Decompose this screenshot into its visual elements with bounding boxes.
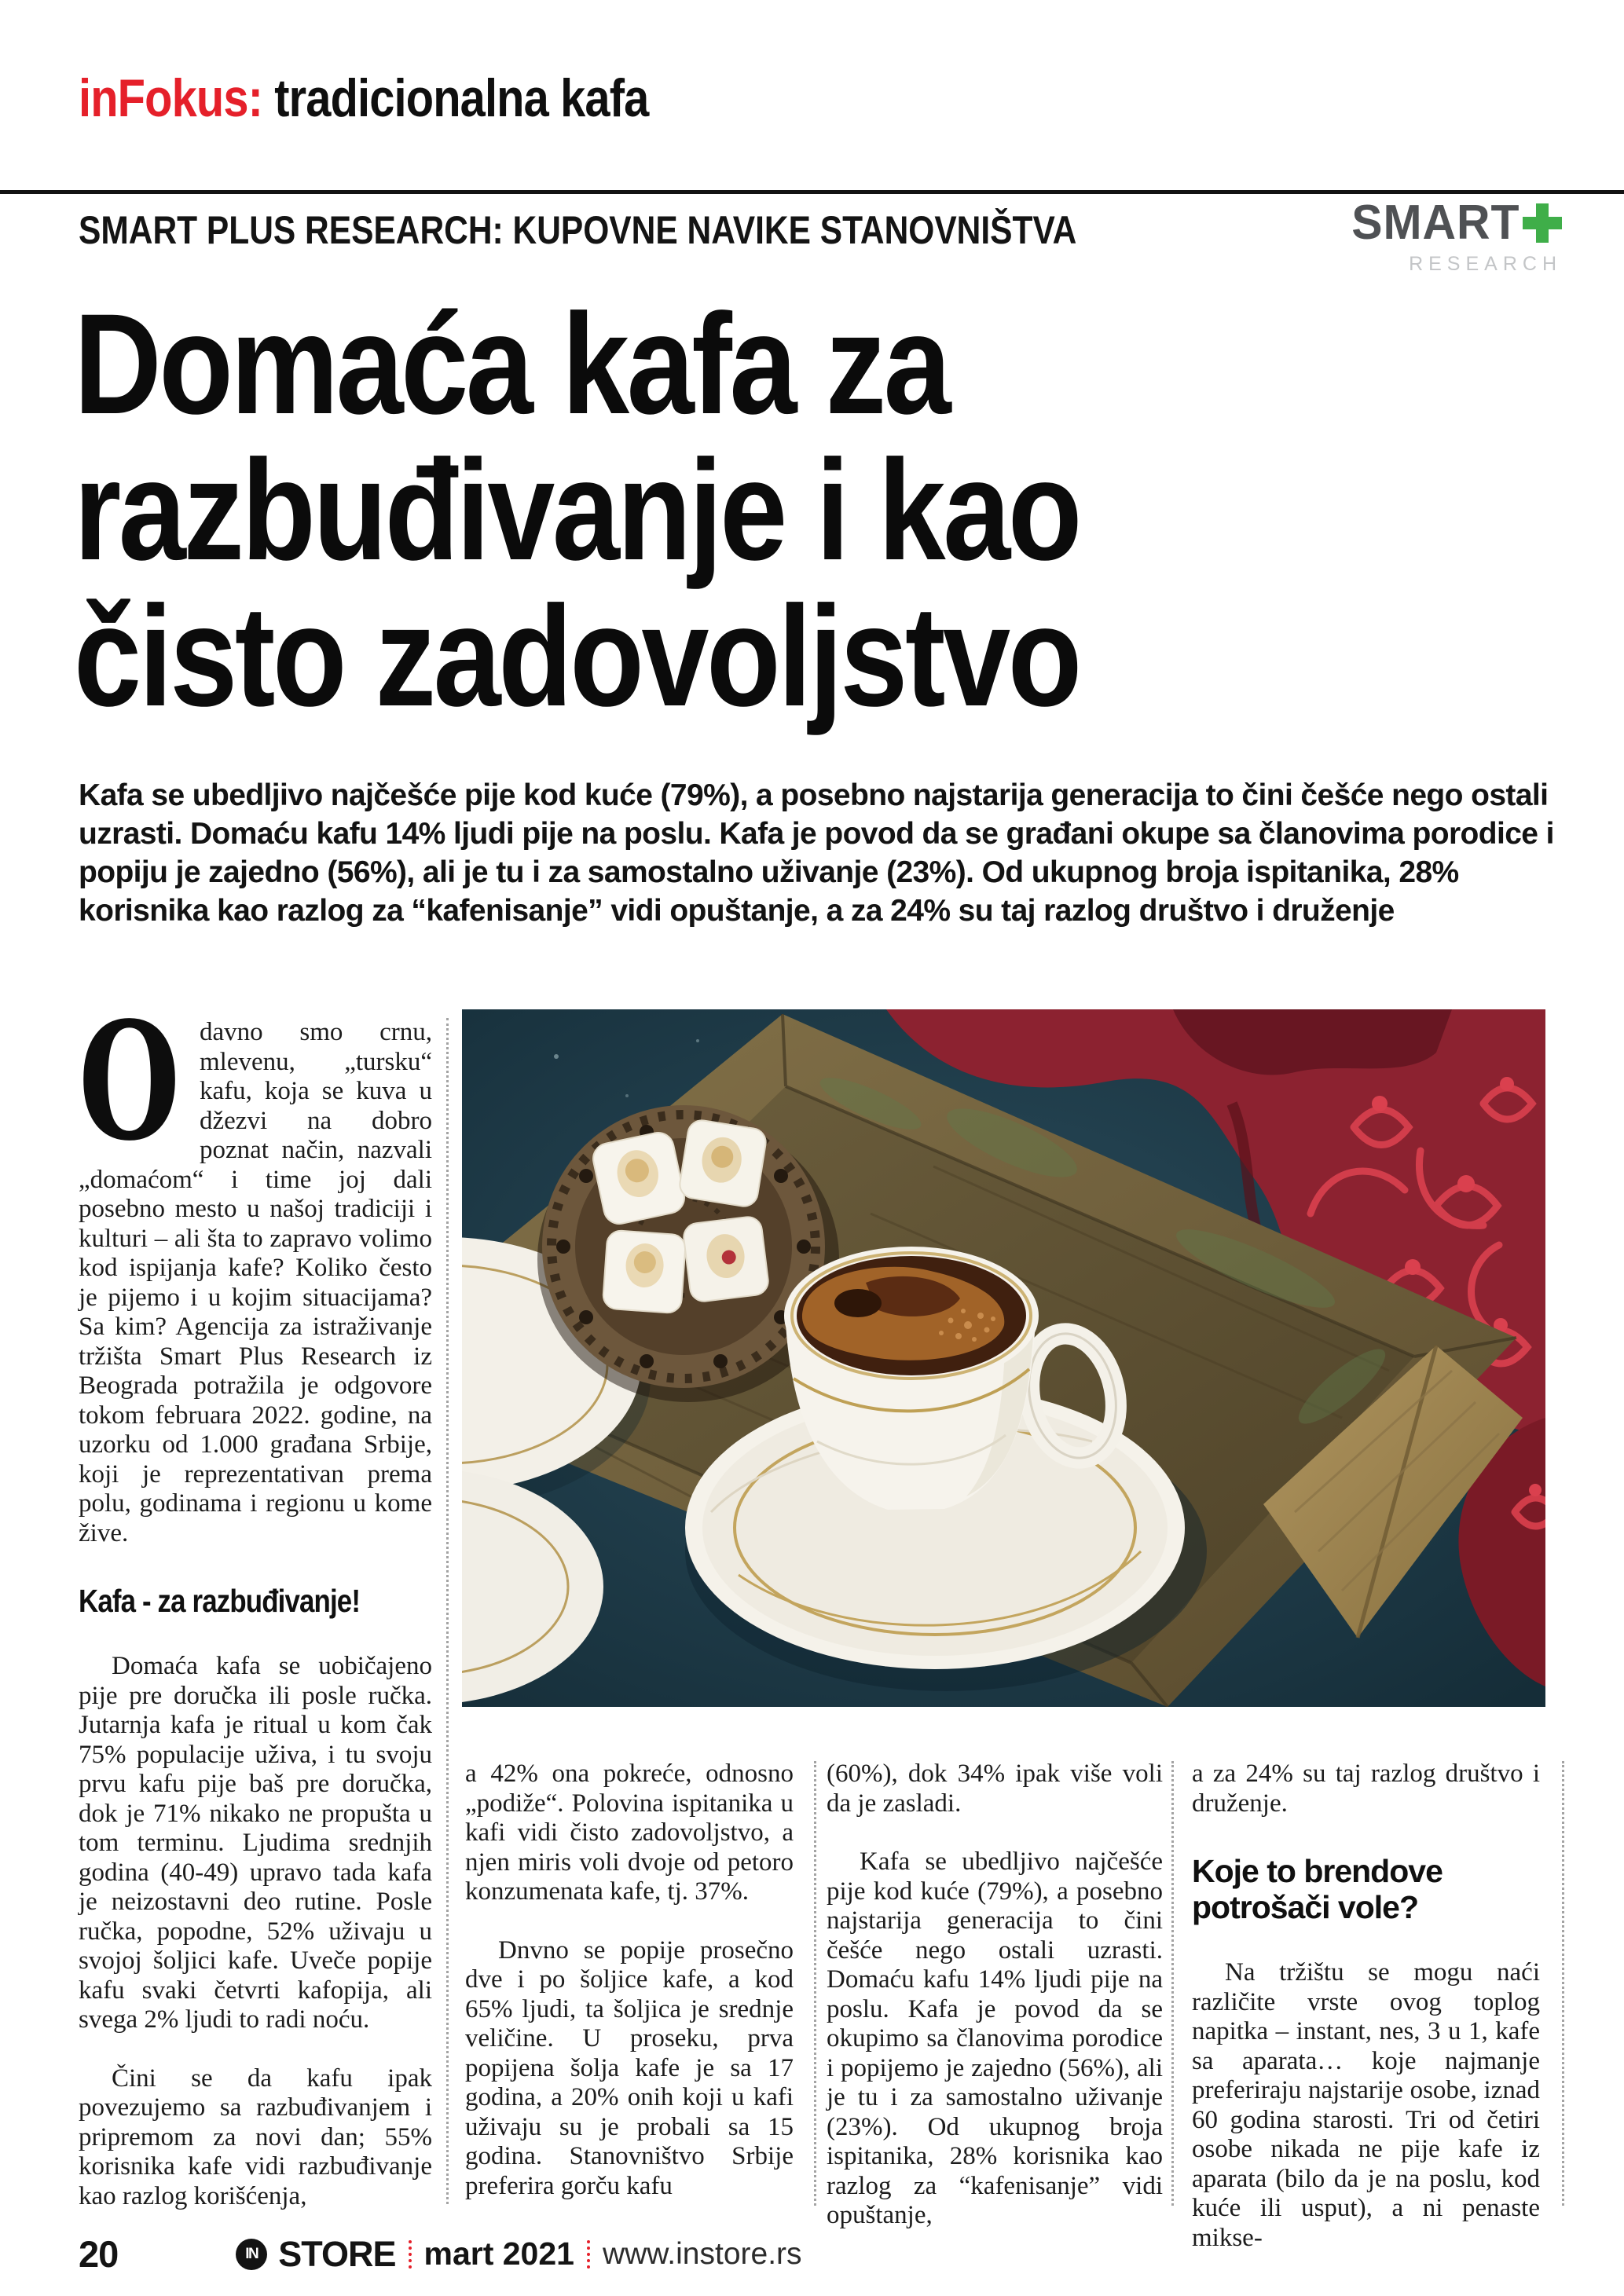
article-column-2 [465,1760,794,2201]
paragraph-text: davno smo crnu, mlevenu, „tursku“ kafu, koja se kuva u džezvi na dobro poznat način, nazvali „domaćom“ i time joj dali posebno mesto u našoj tradiciji i kulturi – ali šta to zapravo volimo kod ispijanja kafe? Koliko često je pijemo i u kojim situacijama? Sa kim? Agencija za istraživanje tržišta Smart Plus Research iz Beograda potražila je odgovore tokom februara 2022. godine, na uzorku od 1.000 građana Srbije, koji je reprezentativan prema polu, godinama i regionu u kome žive. [79,1018,432,1547]
masthead-rule [0,190,1624,194]
column-divider [814,1761,816,2206]
smart-plus-research-logo [1326,195,1562,276]
page-title [74,284,1257,736]
logo-smart-text: SMART [1351,196,1520,250]
footer-brand [236,2234,801,2275]
article-column-1 [79,987,432,2211]
kicker: SMART PLUS RESEARCH: KUPOVNE NAVIKE STANOVNIŠTVA [79,208,1077,252]
footer-date: mart 2021 [423,2236,574,2272]
footer-brand-name: STORE [278,2233,396,2274]
section-subhead: Kafa - za razbuđivanje! [79,1583,361,1619]
paragraph: Dnvno se popije prosečno dve i po šoljice kafe, a kod 65% ljudi, ta šoljica je srednje veličine. U proseku, prva popijena šolja kafe je sa 17 godina, a 20% onih koji u kafi uživaju su je probali sa 15 godina. Stanovništvo Srbije preferira gorču kafu [465,1935,794,2200]
footer-website: www.instore.rs [602,2236,802,2271]
paragraph [79,987,432,1548]
instore-circle-icon: IN [236,2239,267,2270]
section-subhead: Koje to brendove potrošači vole? [1192,1853,1443,1925]
coffee-photo-illustration [462,1009,1545,1707]
plus-icon [1523,203,1562,243]
article-column-3 [827,1760,1163,2231]
paragraph: a za 24% su taj razlog društvo i druženje. [1192,1760,1540,1818]
column-divider [1562,1761,1564,2206]
column-divider [1171,1761,1174,2206]
footer-separator [587,2240,590,2269]
article-column-4 [1192,1760,1540,2253]
headline-line: razbuđivanje i kao [74,430,1080,590]
section-tag-red: inFokus: [79,68,263,128]
page-footer [79,2232,802,2276]
paragraph: Čini se da kafu ipak povezujemo sa razbuđivanjem i pripremom za novi dan; 55% korisnika kafe vidi razbuđivanje kao razlog korišćenja, [79,2063,432,2210]
paragraph: Domaća kafa se uobičajeno pije pre doručka ili posle ručka. Jutarnja kafa je ritual u kom čak 75% populacije uživa, i tu svoju prvu kafu pije baš pre doručka, dok je 71% nikako ne propušta u tom terminu. Ljudima srednjih godina (40-49) upravo tada kafa je neizostavni deo rutine. Posle ručka, popodne, 52% uživaju u svojoj šoljici kafe. Uveče popije kafu svaki četvrti kafopija, ali svega 2% ljudi to radi noću. [79,1652,432,2034]
column-divider [446,1018,449,2204]
paragraph: (60%), dok 34% ipak više voli da je zasladi. [827,1760,1163,1818]
paragraph: Na tržištu se mogu naći različite vrste ovog toplog napitka – instant, nes, 3 u 1, kafe sa aparata… koje najmanje preferiraju najstarije osobe, iznad 60 godina starosti. Tri od četiri osobe nikada ne pije kafe iz aparata (bilo da je na poslu, kod kuće ili usput), a ni penaste mikse- [1192,1958,1540,2252]
lead-paragraph: Kafa se ubedljivo najčešće pije kod kuće (79%), a posebno najstarija generacija to čini češće nego ostali uzrasti. Domaću kafu 14% ljudi pije na poslu. Kafa je povod da se građani okupe sa članovima porodice i popiju je zajedno (56%), ali je tu i za samostalno uživanje (23%). Od ukupnog broja ispitanika, 28% korisnika kao razlog za “kafenisanje” vidi opuštanje, a za 24% su taj razlog društvo i druženje [79,778,1554,928]
paragraph: Kafa se ubedljivo najčešće pije kod kuće (79%), a posebno najstarija generacija to čini češće nego ostali uzrasti. Domaću kafu 14% ljudi pije na poslu. Kafa je povod da se okupimo sa članovima porodice i popijemo je zajedno (56%), ali je tu i za samostalno uživanje (23%). Od ukupnog broja ispitanika, 28% korisnika kao razlog za “kafenisanje” vidi opuštanje, [827,1847,1163,2229]
logo-research-text: RESEARCH [1409,253,1562,275]
article-photo [462,1009,1545,1707]
headline-line: čisto zadovoljstvo [74,576,1080,736]
page-number: 20 [79,2233,119,2275]
headline-line: Domaća kafa za [74,284,949,444]
section-tag [79,68,648,129]
section-tag-black: tradicionalna kafa [262,68,649,128]
footer-separator [409,2240,412,2269]
paragraph: a 42% ona pokreće, odnosno „podiže“. Polovina ispitanika u kafi vidi čisto zadovoljstvo, a njen miris voli dvoje od petoro konzumenata kafe, tj. 37%. [465,1760,794,1906]
drop-cap: O [79,987,181,1177]
